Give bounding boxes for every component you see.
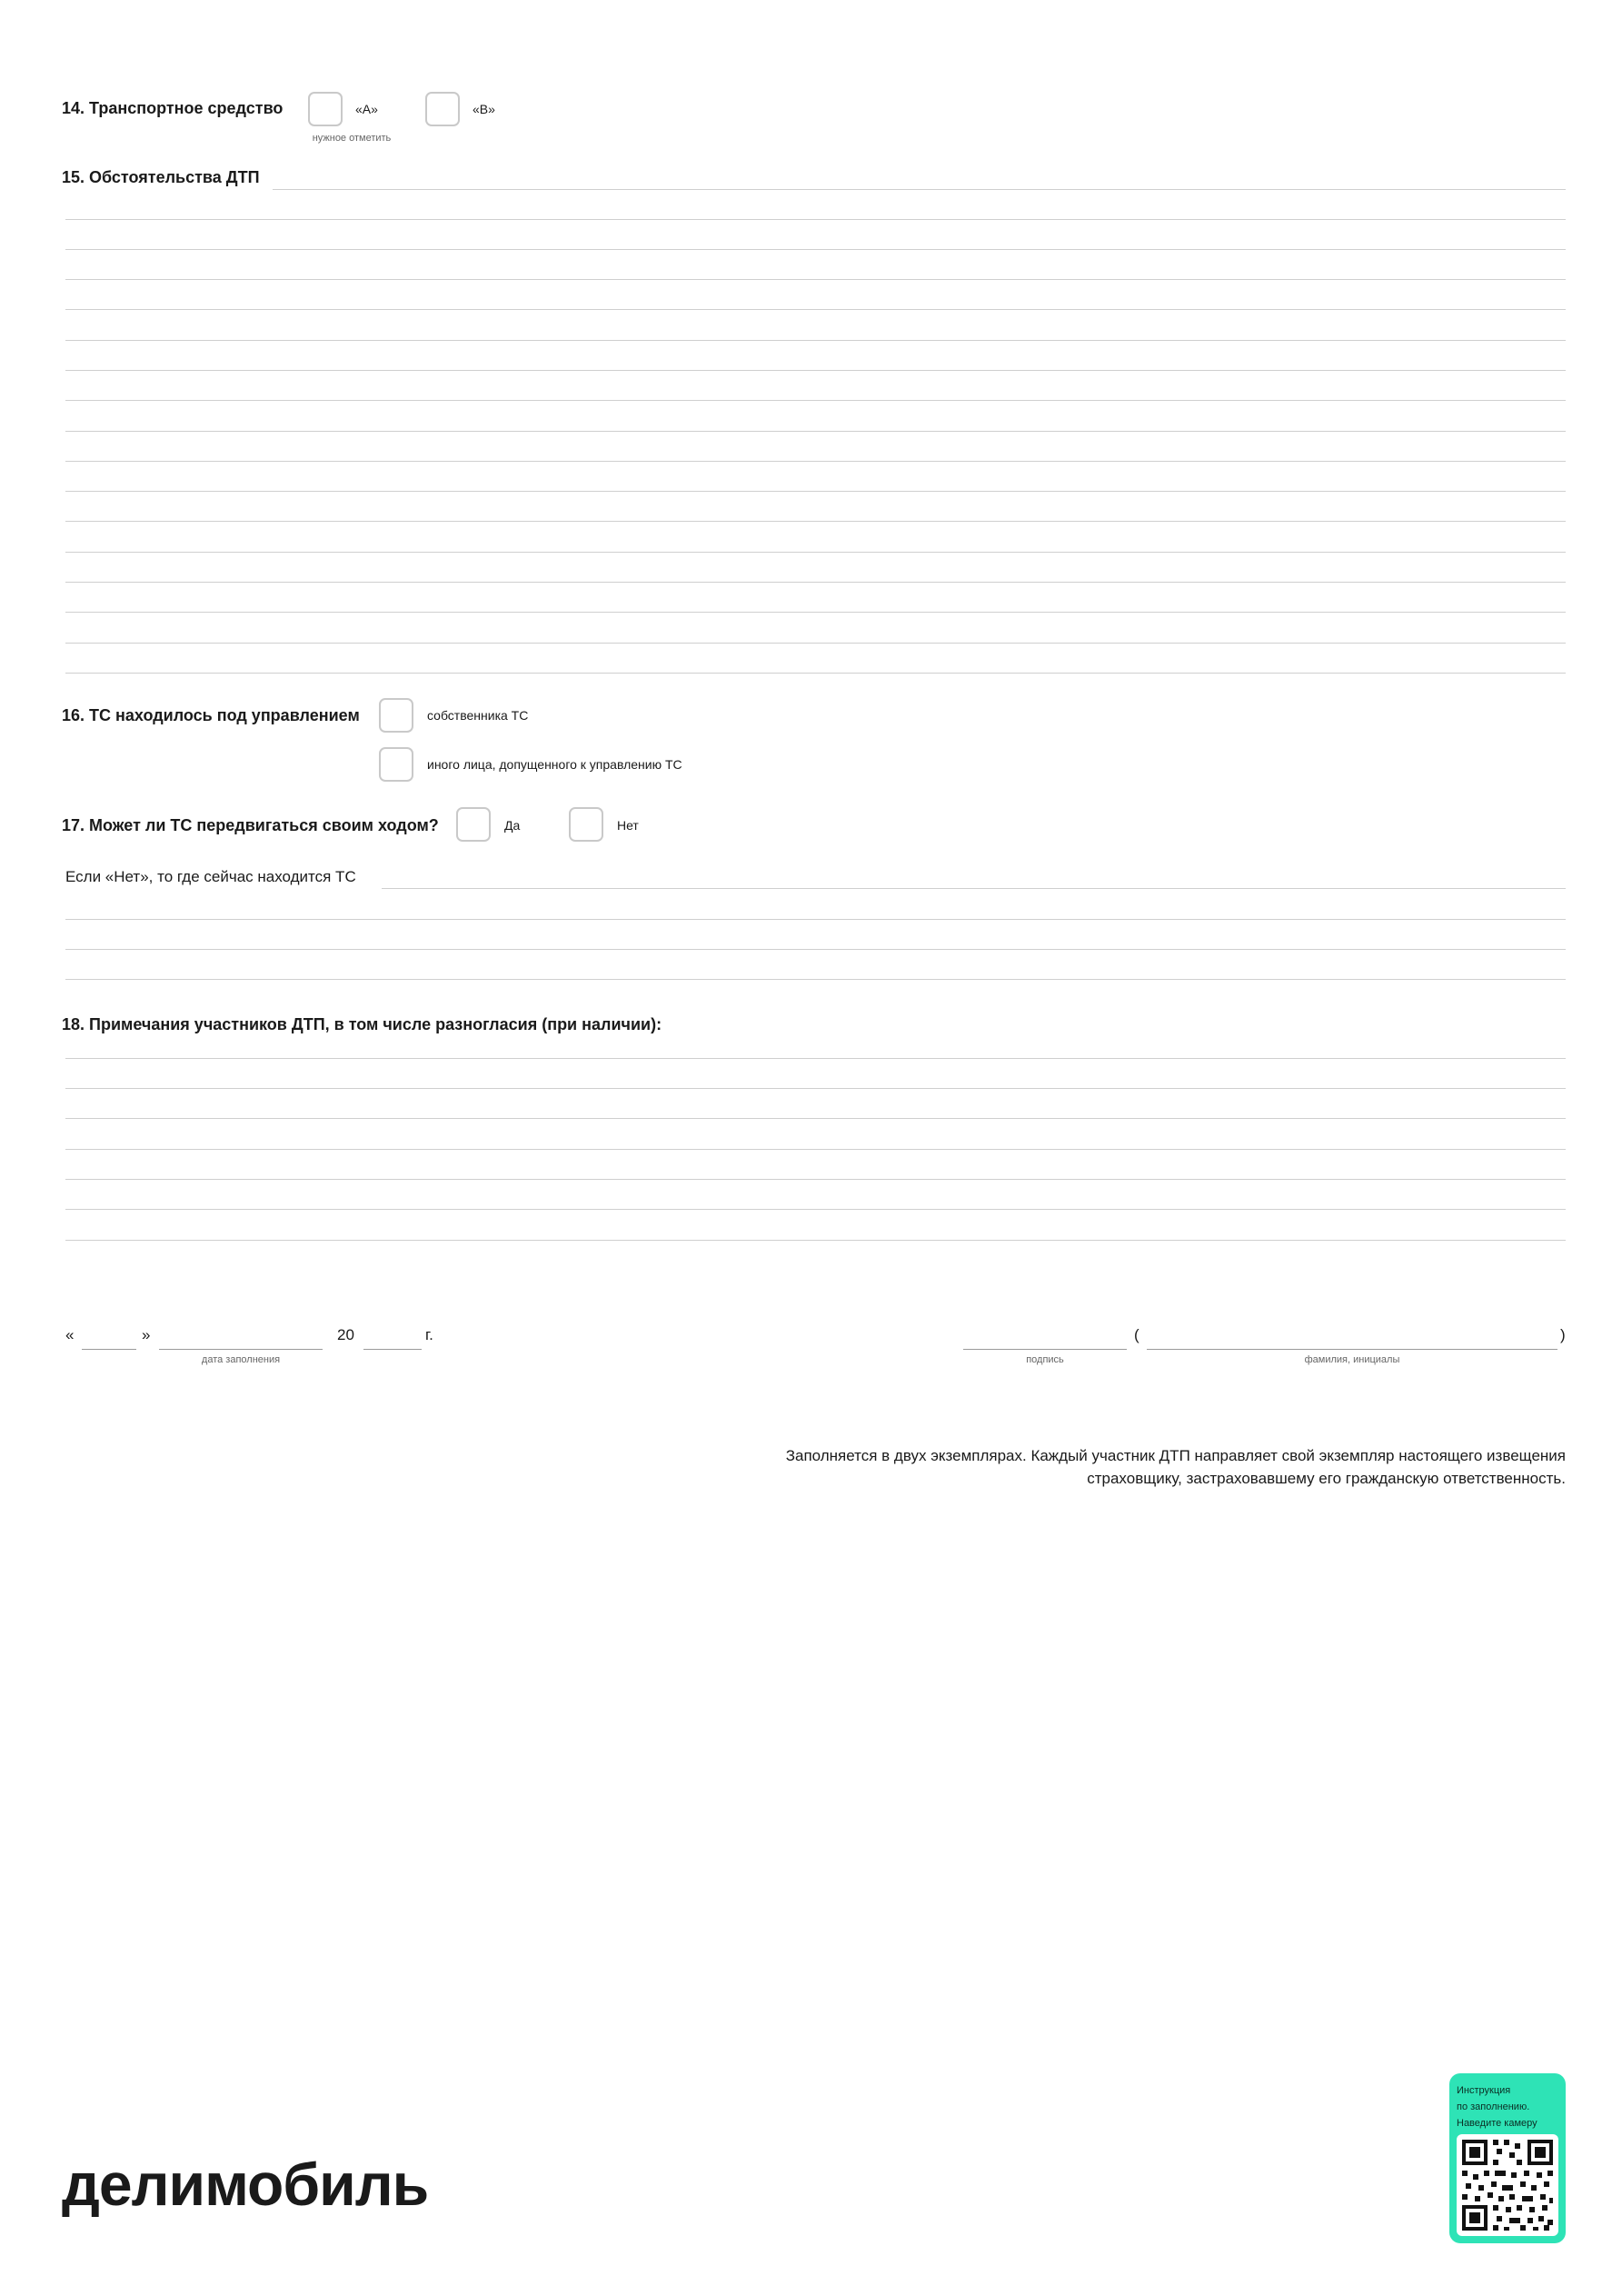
name-paren-close: ): [1560, 1326, 1566, 1343]
qr-instruction-card[interactable]: [1449, 2073, 1566, 2243]
other-driver-checkbox[interactable]: [379, 747, 413, 782]
section-15-label: 15. Обстоятельства ДТП: [62, 168, 260, 186]
owner-label: собственника ТС: [427, 708, 529, 723]
brand-logo: делимобиль: [62, 2151, 429, 2218]
owner-checkbox[interactable]: [379, 698, 413, 733]
yes-checkbox[interactable]: [456, 807, 491, 842]
date-month-field[interactable]: [159, 1349, 323, 1350]
date-year-suffix: г.: [425, 1326, 433, 1343]
name-caption: фамилия, инициалы: [1304, 1354, 1400, 1365]
date-day-field[interactable]: [82, 1349, 136, 1350]
section-16-label: 16. ТС находилось под управлением: [62, 706, 360, 724]
circumstances-first-line[interactable]: [273, 189, 1566, 190]
vehicle-b-checkbox[interactable]: [425, 92, 460, 126]
date-caption: дата заполнения: [201, 1354, 281, 1365]
no-checkbox[interactable]: [569, 807, 603, 842]
qr-code-icon[interactable]: [1457, 2134, 1558, 2236]
name-paren-open: (: [1134, 1326, 1139, 1343]
date-year-prefix: 20: [337, 1326, 354, 1343]
footer-note-line-2: страховщику, застраховавшему его гражданскую ответственность.: [1087, 1470, 1566, 1487]
section-14-label: 14. Транспортное средство: [62, 99, 284, 117]
date-quote-open: «: [65, 1326, 75, 1343]
select-hint: нужное отметить: [312, 133, 392, 144]
section-18-label: 18. Примечания участников ДТП, в том числе разногласия (при наличии):: [62, 1015, 662, 1033]
signature-field[interactable]: [963, 1349, 1127, 1350]
footer-note-line-1: Заполняется в двух экземплярах. Каждый участник ДТП направляет свой экземпляр настоящего извещения: [785, 1447, 1566, 1464]
qr-instruction-text: Инструкция по заполнению. Наведите камеру: [1457, 2085, 1537, 2129]
vehicle-location-first-line[interactable]: [382, 888, 1566, 889]
date-year-field[interactable]: [363, 1349, 422, 1350]
name-field[interactable]: [1147, 1349, 1557, 1350]
date-quote-close: »: [142, 1326, 151, 1343]
yes-label: Да: [504, 818, 521, 833]
vehicle-a-checkbox[interactable]: [308, 92, 343, 126]
footer-note: [786, 1444, 1566, 1490]
vehicle-location-label: Если «Нет», то где сейчас находится ТС: [65, 868, 356, 885]
vehicle-b-label: «B»: [473, 102, 495, 116]
vehicle-a-label: «A»: [355, 102, 378, 116]
other-driver-label: иного лица, допущенного к управлению ТС: [427, 757, 682, 772]
no-label: Нет: [617, 818, 639, 833]
signature-caption: подпись: [1026, 1354, 1064, 1365]
section-17-label: 17. Может ли ТС передвигаться своим ходом?: [62, 816, 439, 834]
